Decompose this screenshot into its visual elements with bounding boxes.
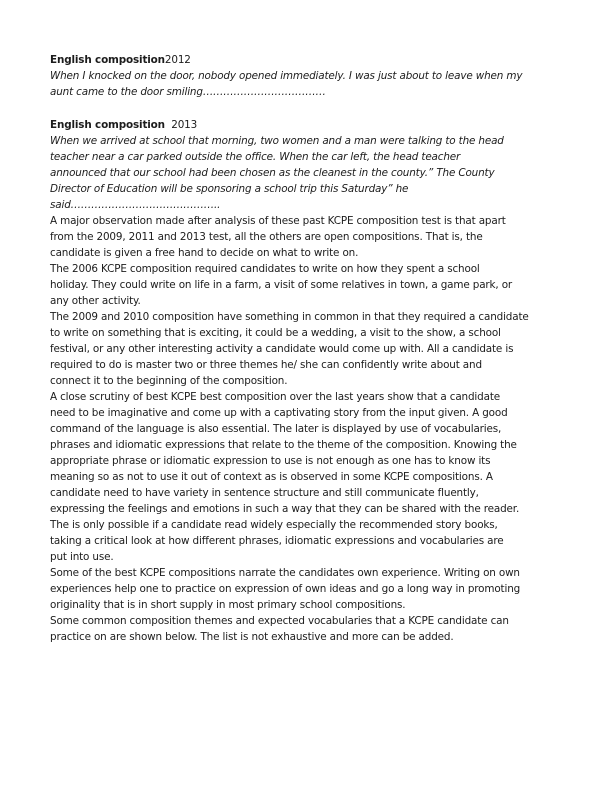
body-line: expressing the feelings and emotions in such a way that they can be shared with the reader. [50,503,520,515]
heading-label: English composition [50,119,165,131]
body-line: required to do is master two or three themes he/ she can confidently write about and [50,359,482,371]
prompt-line: announced that our school had been chosen as the cleanest in the county.” The County [50,167,495,179]
body-line: need to be imaginative and come up with a captivating story from the input given. A good [50,407,508,419]
body-line: phrases and idiomatic expressions that relate to the theme of the composition. Knowing the [50,439,517,451]
body-line: Some common composition themes and expected vocabularies that a KCPE candidate can [50,615,509,627]
heading-year: 2013 [164,119,198,131]
section-heading-2012 [50,52,191,68]
prompt-line: Director of Education will be sponsoring a school trip this Saturday” he [50,183,409,195]
body-line: A major observation made after analysis of these past KCPE composition test is that apart [50,215,506,227]
body-line: festival, or any other interesting activity a candidate would come up with. All a candidate is [50,343,514,355]
body-line: The 2009 and 2010 composition have something in common in that they required a candidate [50,311,529,323]
body-line: holiday. They could write on life in a farm, a visit of some relatives in town, a game park, or [50,279,513,291]
body-line: from the 2009, 2011 and 2013 test, all the others are open compositions. That is, the [50,231,483,243]
body-line: command of the language is also essential. The later is displayed by use of vocabularies, [50,423,502,435]
body-line: originality that is in short supply in most primary school compositions. [50,599,406,611]
prompt-line: said…………………………………….. [50,199,221,211]
body-line: experiences help one to practice on expression of own ideas and go a long way in promoting [50,583,521,595]
body-line: any other activity. [50,295,141,307]
heading-year: 2012 [164,54,191,66]
body-line: taking a critical look at how different phrases, idiomatic expressions and vocabularies are [50,535,504,547]
body-line: The 2006 KCPE composition required candidates to write on how they spent a school [50,263,480,275]
body-line: candidate is given a free hand to decide on what to write on. [50,247,359,259]
body-line: to write on something that is exciting, it could be a wedding, a visit to the show, a school [50,327,501,339]
body-line: Some of the best KCPE compositions narrate the candidates own experience. Writing on own [50,567,520,579]
heading-label: English composition [50,54,165,66]
body-line: A close scrutiny of best KCPE best composition over the last years show that a candidate [50,391,501,403]
prompt-line: When we arrived at school that morning, two women and a man were talking to the head [50,135,504,147]
body-line: practice on are shown below. The list is not exhaustive and more can be added. [50,631,454,643]
body-line: connect it to the beginning of the composition. [50,375,288,387]
body-line: meaning so as not to use it out of context as is observed in some KCPE compositions. A [50,471,493,483]
body-line: The is only possible if a candidate read widely especially the recommended story books, [50,519,498,531]
prompt-line: When I knocked on the door, nobody opened immediately. I was just about to leave when my [50,70,523,82]
body-line: appropriate phrase or idiomatic expression to use is not enough as one has to know its [50,455,491,467]
section-heading-2013 [50,117,197,133]
body-line: candidate need to have variety in sentence structure and still communicate fluently, [50,487,479,499]
prompt-line: teacher near a car parked outside the office. When the car left, the head teacher [50,151,461,163]
body-line: put into use. [50,551,114,563]
prompt-line: aunt came to the door smiling……………………………… [50,86,326,98]
